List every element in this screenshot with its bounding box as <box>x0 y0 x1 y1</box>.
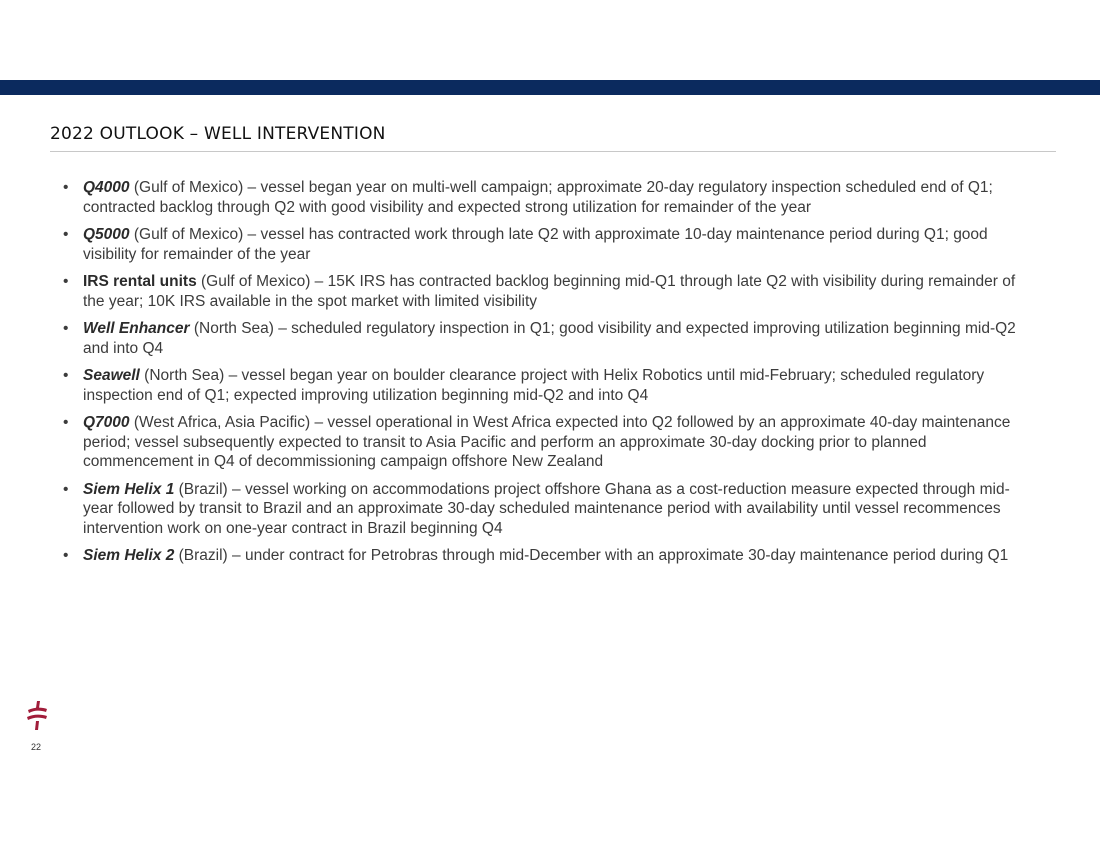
bullet-seawell <box>63 366 1023 405</box>
bullet-lead: Q7000 <box>83 414 130 431</box>
bullet-lead: IRS rental units <box>83 273 197 290</box>
bullet-text: (Gulf of Mexico) – 15K IRS has contracted backlog beginning mid-Q1 through late Q2 with visibility during remainder of the year; 10K IRS available in the spot market with limited visibility <box>83 273 1016 310</box>
bullet-lead: Well Enhancer <box>83 320 190 337</box>
bullet-q5000 <box>63 225 1023 264</box>
bullet-text: (North Sea) – scheduled regulatory inspection in Q1; good visibility and expected improving utilization beginning mid-Q2 and into Q4 <box>83 320 1016 357</box>
bullet-irs-rental-units <box>63 272 1023 311</box>
bullet-lead: Siem Helix 2 <box>83 547 175 564</box>
bullet-text: (Brazil) – under contract for Petrobras through mid-December with an approximate 30-day maintenance period during Q1 <box>174 547 1009 564</box>
bullet-q4000 <box>63 178 1023 217</box>
bullet-dot-icon: • <box>63 480 69 498</box>
title-divider <box>50 151 1056 152</box>
bullet-well-enhancer <box>63 319 1023 358</box>
bullet-text: (North Sea) – vessel began year on boulder clearance project with Helix Robotics until mid-February; scheduled regulatory inspection end of Q1; expected improving utilization beginning mid-Q2 and into Q4 <box>83 367 985 404</box>
bullet-text: (West Africa, Asia Pacific) – vessel operational in West Africa expected into Q2 followed by an approximate 40-day maintenance period; vessel subsequently expected to transit to Asia Pacific and perform an approximate 30-day docking prior to planned commencement in Q4 of decommissioning campaign offshore New Zealand <box>83 414 1011 470</box>
bullet-dot-icon: • <box>63 547 69 564</box>
bullet-dot-icon: • <box>63 273 69 290</box>
bullet-dot-icon: • <box>63 179 69 196</box>
slide-title: 2022 OUTLOOK – WELL INTERVENTION <box>50 124 386 144</box>
bullet-siem-helix-1 <box>63 480 1023 539</box>
bullet-dot-icon: • <box>63 226 69 243</box>
bullet-lead: Q5000 <box>83 226 130 243</box>
bullet-lead: Seawell <box>83 367 140 384</box>
bullet-text: (Gulf of Mexico) – vessel began year on multi-well campaign; approximate 20-day regulatory inspection scheduled end of Q1; contracted backlog through Q2 with good visibility and expected strong utilization for remainder of the year <box>83 179 993 216</box>
bullet-lead: Q4000 <box>83 179 130 196</box>
bullet-siem-helix-2 <box>63 546 1023 566</box>
bullet-lead: Siem Helix 1 <box>83 480 175 498</box>
outlook-bullet-list <box>63 178 1023 574</box>
page-number: 22 <box>31 742 42 752</box>
bullet-q7000 <box>63 413 1023 472</box>
bullet-dot-icon: • <box>63 367 69 384</box>
bullet-text: (Brazil) – vessel working on accommodations project offshore Ghana as a cost-reduction measure expected through mid-year followed by transit to Brazil and an approximate 30-day scheduled maintenance period with availability until vessel recommences intervention work on one-year contract in Brazil beginning Q4 <box>83 480 1010 537</box>
header-band <box>0 80 1100 95</box>
bullet-text: (Gulf of Mexico) – vessel has contracted work through late Q2 with approximate 10-day maintenance period during Q1; good visibility for remainder of the year <box>83 226 988 263</box>
helix-logo-icon <box>24 701 50 731</box>
bullet-dot-icon: • <box>63 320 69 337</box>
bullet-dot-icon: • <box>63 414 69 431</box>
